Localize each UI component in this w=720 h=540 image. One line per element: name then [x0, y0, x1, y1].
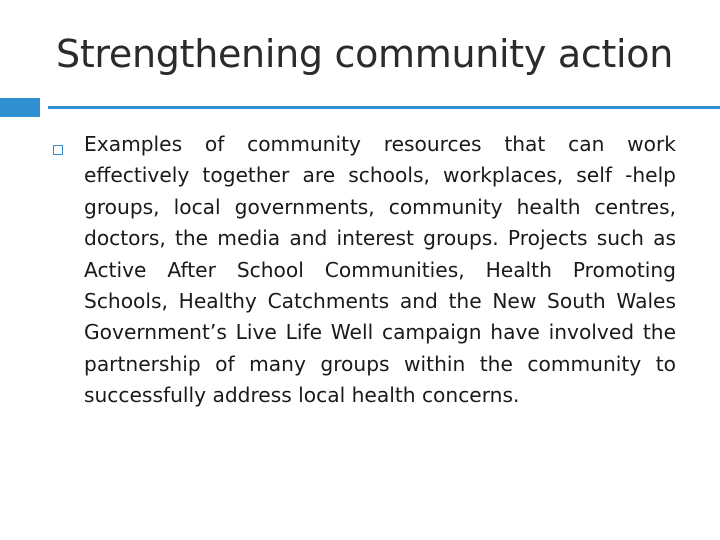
accent-block [0, 98, 40, 117]
title-underline [48, 106, 720, 109]
square-bullet-icon [53, 145, 63, 155]
bullet-text: Examples of community resources that can work effectively together are schools, workplaces, self -help groups, local governments, community health centres, doctors, the media and interest groups. Projects such as Active After School Communities, Health Promoting Schools, Healthy Catchments and the New South Wales Government’s Live Life Well campaign have involved the partnership of many groups within the community to successfully address local health concerns. [84, 132, 676, 408]
slide-title: Strengthening community action [56, 32, 674, 76]
